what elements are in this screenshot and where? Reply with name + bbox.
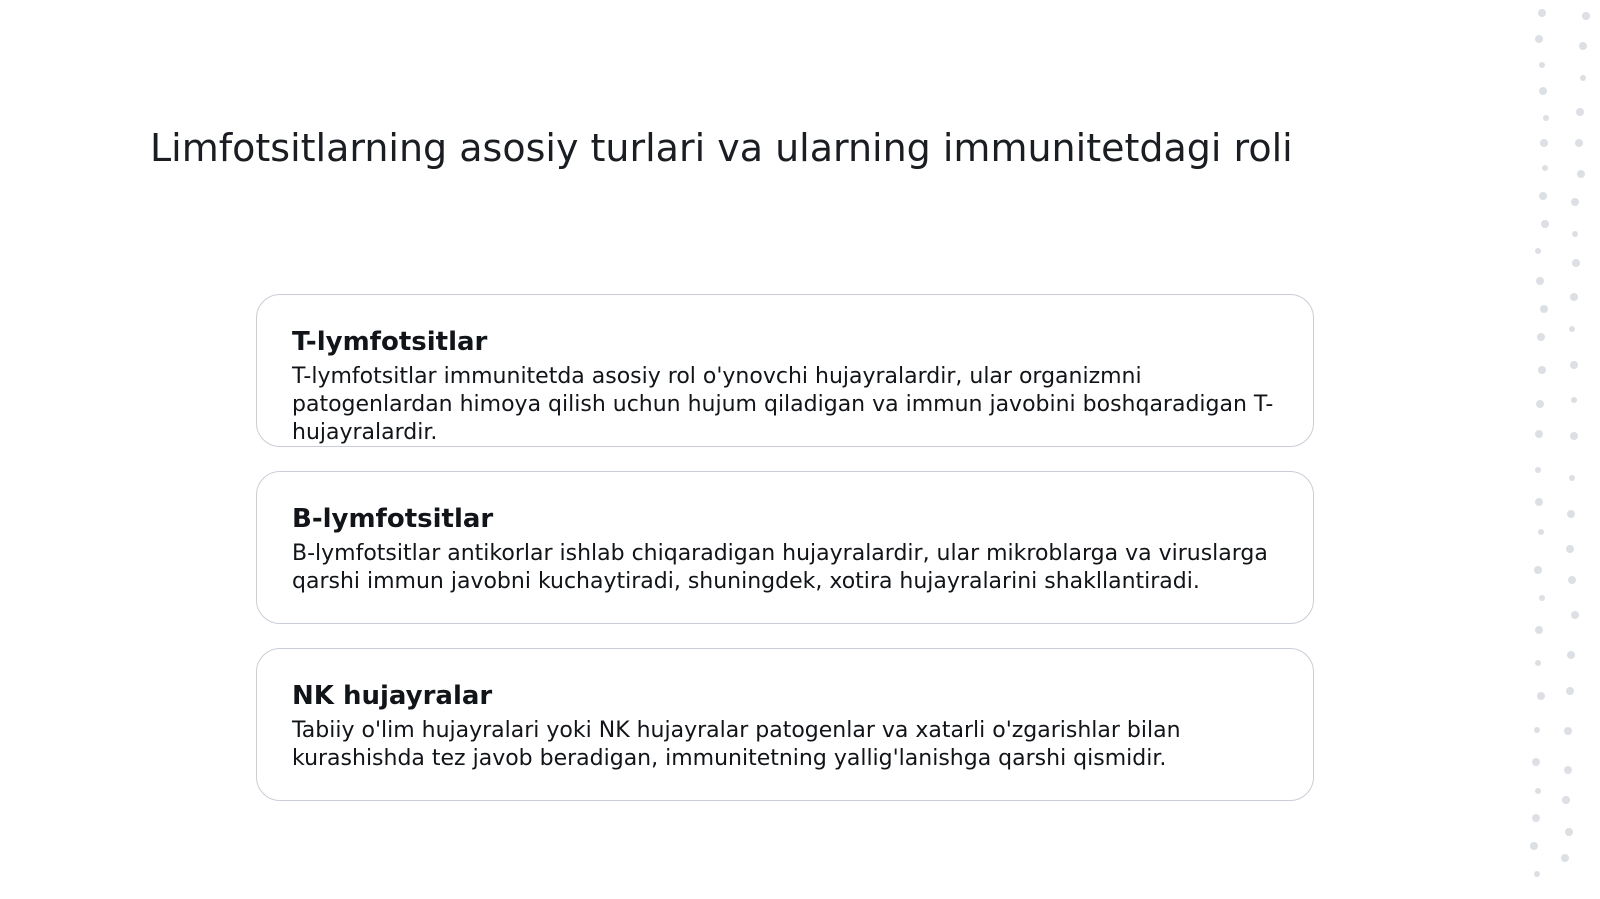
card-description-nk-cells: Tabiiy o'lim hujayralari yoki NK hujayralar patogenlar va xatarli o'zgarishlar bilan kurashishda tez javob beradigan, immunitetning yallig'lanishga qarshi qismidir. [292,718,1181,771]
card-title-b-lymphocytes: B-lymfotsitlar [292,504,494,534]
b-lymphocytes-card [256,471,1314,624]
nk-cells-card [256,648,1314,801]
dotted-column-decoration [1450,0,1600,899]
card-title-t-lymphocytes: T-lymfotsitlar [292,327,488,357]
card-title-nk-cells: NK hujayralar [292,681,493,711]
lymphocyte-card-list [256,294,1314,825]
card-description-b-lymphocytes: B-lymfotsitlar antikorlar ishlab chiqaradigan hujayralardir, ular mikroblarga va viruslarga qarshi immun javobni kuchaytiradi, shuningdek, xotira hujayralarini shakllantiradi. [292,541,1268,594]
t-lymphocytes-card [256,294,1314,447]
slide-title: Limfotsitlarning asosiy turlari va ularning immunitetdagi roli [150,126,1293,170]
card-description-t-lymphocytes: T-lymfotsitlar immunitetda asosiy rol o'ynovchi hujayralardir, ular organizmni patogenlardan himoya qilish uchun hujum qiladigan va immun javobini boshqaradigan T-hujayralardir. [292,364,1274,445]
